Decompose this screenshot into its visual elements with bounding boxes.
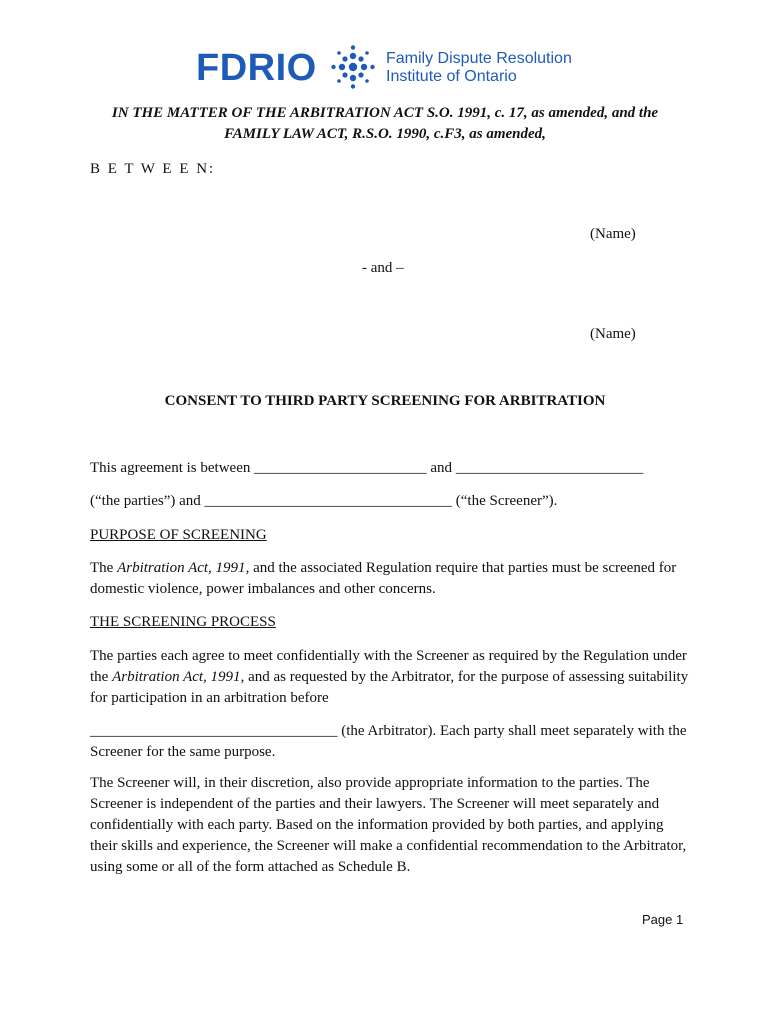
logo-acronym: FDRIO (196, 47, 317, 89)
process-paragraph-2 (90, 721, 690, 763)
purpose-text-b: , and the associated Regulation require that parties must be screened for domestic violence, power imbalances and other concerns. (90, 560, 677, 597)
and-separator: - and – (362, 260, 404, 276)
party-name-2: (Name) (590, 326, 636, 342)
act-title: Arbitration Act, 1991 (117, 560, 246, 576)
page-number: Page 1 (642, 912, 684, 927)
screener-blank[interactable]: _________________________________ (204, 493, 453, 509)
matter-heading (60, 103, 710, 145)
party-2-blank[interactable]: _________________________ (455, 460, 644, 476)
matter-line-1: IN THE MATTER OF THE ARBITRATION ACT S.O. 1991, c. 17, as amended, and the (111, 105, 659, 121)
matter-line-2: FAMILY LAW ACT, R.S.O. 1990, c.F3, as amended, (224, 126, 546, 142)
purpose-heading: PURPOSE OF SCREENING (90, 527, 267, 543)
purpose-paragraph (90, 558, 690, 600)
document-title: CONSENT TO THIRD PARTY SCREENING FOR ARBITRATION (164, 393, 606, 409)
logo-subtitle-line1: Family Dispute Resolution (386, 50, 572, 67)
agreement-and: and (430, 460, 453, 476)
agreement-line-2 (90, 491, 557, 512)
logo-subtitle-line2: Institute of Ontario (386, 68, 517, 85)
act-title: Arbitration Act, 1991 (112, 669, 241, 685)
party-name-1: (Name) (590, 226, 636, 242)
arbitrator-text: (the Arbitrator). Each party shall meet separately with the Screener for the same purpose. (90, 723, 687, 760)
process-paragraph-3: The Screener will, in their discretion, also provide appropriate information to the parties. The Screener is independent of the parties and their lawyers. The Screener will meet separately and confidentially with each party. Based on the information provided by both parties, and applying their skills and experience, the Screener will make a confidential recommendation to the Arbitrator, using some or all of the form attached as Schedule B. (90, 775, 687, 875)
purpose-text-a: The (90, 560, 118, 576)
party-1-blank[interactable]: _______________________ (254, 460, 427, 476)
process-text-a: The parties each agree to meet confidentially with the Screener as required by the Regulation under the (90, 648, 687, 685)
process-heading: THE SCREENING PROCESS (90, 614, 276, 630)
process-text-b: , and as requested by the Arbitrator, for the purpose of assessing suitability for participation in an arbitration before (90, 669, 689, 706)
process-paragraph-1 (90, 646, 690, 709)
parties-text: (“the parties”) and (90, 493, 201, 509)
between-label: B E T W E E N: (90, 161, 216, 177)
arbitrator-blank[interactable]: _________________________________ (90, 723, 338, 739)
screener-text: (“the Screener”). (455, 493, 558, 509)
fdrio-logo-mark-icon (330, 44, 376, 90)
agreement-text: This agreement is between (90, 460, 251, 476)
logo-subtitle (386, 50, 572, 86)
agreement-line-1 (90, 458, 643, 479)
